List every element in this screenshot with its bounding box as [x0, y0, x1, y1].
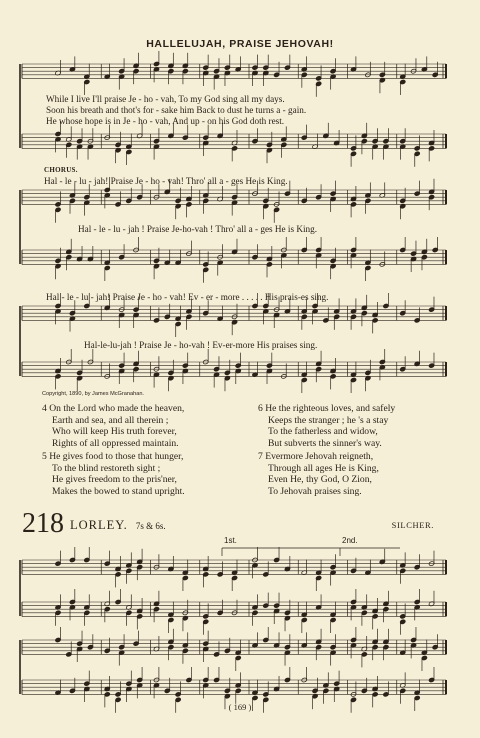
chorus-label: CHORUS. [44, 166, 78, 174]
verse-6: 6 He the righteous loves, and safely Keeps the stranger ; he 's a stay To the fatherless and widow, But subverts the sinner's way. [258, 403, 396, 449]
hymn-title: HALLELUJAH, PRAISE JEHOVAH! [146, 38, 334, 50]
lyric-line-2b: Hal - le - lu - jah ! Praise Je-ho-vah ! Thro' all a - ges He is King. [78, 224, 318, 234]
lyric-line-2a: Hal - le - lu - jah! Praise Je - ho - vah! Thro' all a - ges He is King. [44, 176, 288, 186]
lyric-line-1b: Soon his breath and thot's for - sake him Back to dust he turns a - gain. [46, 105, 307, 115]
lyric-line-3b: Hal-le-lu-jah ! Praise Je - ho-vah ! Ev-er-more His praises sing. [84, 340, 318, 350]
copyright: Copyright, 1890, by James McGranahan. [42, 391, 144, 397]
verse-4: 4 On the Lord who made the heaven, Earth and sea, and all therein ; Who will keep His truth forever, Rights of all oppressed maintain. [42, 403, 185, 449]
lyric-line-1a: While I live I'll praise Je - ho - vah, To my God sing all my days. [46, 94, 285, 104]
tune-name: LORLEY. 7s & 6s. [70, 518, 166, 532]
composer: SILCHER. [391, 520, 434, 530]
tune-number: 218 [22, 508, 64, 539]
verse-5: 5 He gives food to those that hunger, To the blind restoreth sight ; He gives freedom to the pris'ner, Makes the bowed to stand upright. [42, 451, 185, 497]
lyric-line-1c: He whose hope is in Je - ho - vah, And up - on his God doth rest. [46, 116, 285, 126]
page-number: ( 169 ) [228, 702, 252, 712]
tune-meter: 7s & 6s. [135, 521, 166, 531]
first-ending-label: 1st. [224, 536, 237, 545]
lyric-line-3a: Hal - le - lu - jah! Praise Je - ho - vah! Ev - er - more . . . . . His prais-es sing. [46, 292, 329, 302]
verse-7: 7 Evermore Jehovah reigneth, Through all ages He is King, Even He, thy God, O Zion, To Jehovah praises sing. [258, 451, 379, 497]
second-ending-label: 2nd. [342, 536, 358, 545]
